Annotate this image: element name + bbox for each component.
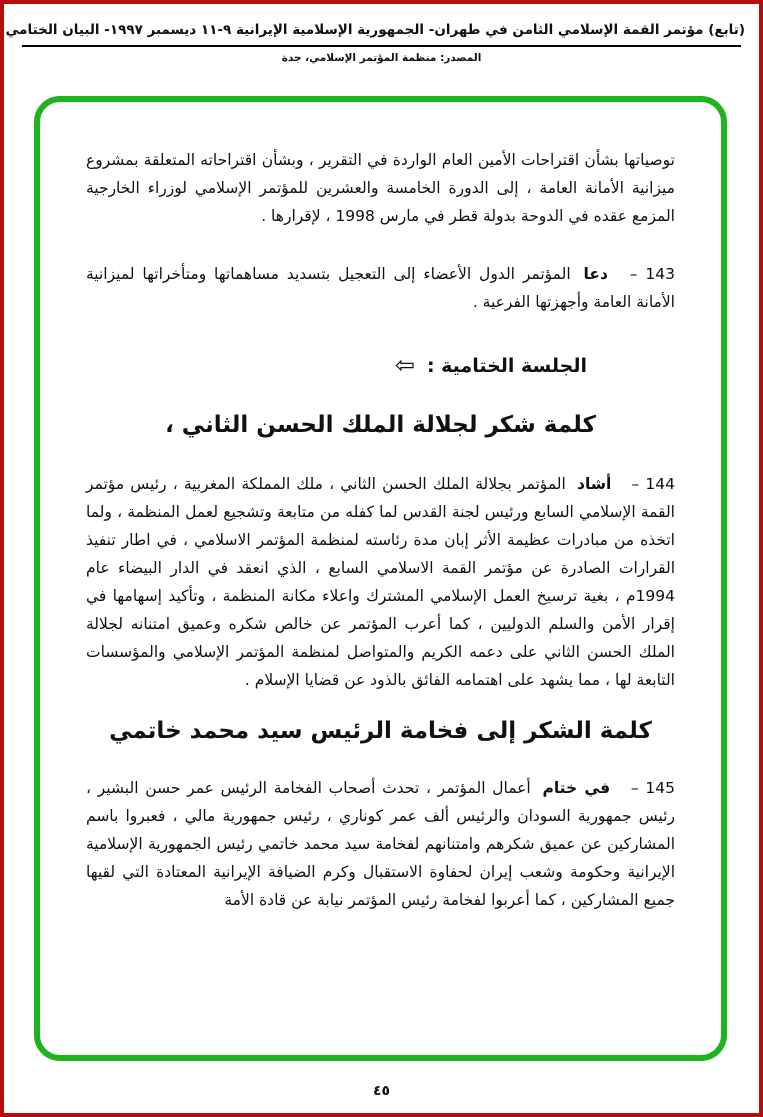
header-source: المصدر: منظمة المؤتمر الإسلامي، جدة [281,52,482,64]
item-143-number: 143 – [629,265,675,283]
paragraph-continuation: توصياتها بشأن اقتراحات الأمين العام الواردة في التقرير ، وبشأن اقتراحاته المتعلقة بمشروع ميزانية الأمانة العامة ، إلى الدورة الخامسة والعشرين للمؤتمر الإسلامي لوزراء الخارجية المزمع عقده في الدوحة بدولة قطر في مارس 1998 ، لإقرارها . [86,151,675,225]
header-divider [22,45,741,47]
item-145-number: 145 – [630,779,675,797]
content-frame [34,96,727,1061]
page-number: ٤٥ [372,1083,391,1099]
item-144-text: المؤتمر بجلالة الملك الحسن الثاني ، ملك المملكة المغربية ، رئيس مؤتمر القمة الإسلامي السابع ورئيس لجنة القدس لما كفله من متابعة وتشجيع لعمل المنظمة ، ولما اتخذه من مبادرات عظيمة الأثر إبان مدة رئاسته لمنظمة المؤتمر الاسلامي ، في اطار تنفيذ القرارات الصادرة عن مؤتمر القمة الاسلامي السابع ، الذي انعقد في الدار البيضاء عام 1994م ، بغية ترسيخ العمل الإسلامي المشترك واعلاء مكانة المنظمة ، وتأكيد إسهامها في إقرار الأمن والسلم الدوليين ، كما أعرب المؤتمر عن خالص شكره وعميق امتنانه لجلالة الملك الحسن الثاني على دعمه الكريم والمتواصل لمنظمة المؤتمر الإسلامي والمؤسسات التابعة لها ، مما يشهد على اهتمامه الفائق بالذود عن قضايا الإسلام . [86,475,675,689]
item-144-number: 144 – [631,475,676,493]
item-145-text: أعمال المؤتمر ، تحدث أصحاب الفخامة الرئيس عمر حسن البشير ، رئيس جمهورية السودان والرئيس ألف عمر كوناري ، رئيس جمهورية مالي ، فعبروا باسم المشاركين عن عميق شكرهم وامتنانهم لفخامة سيد محمد خاتمي رئيس الجمهورية الإسلامية الإيرانية وحكومة وشعب إيران لحفاوة الاستقبال وكرم الضيافة الإيرانية المعتادة التي لقيها جميع المشاركين ، كما أعربوا لفخامة رئيس المؤتمر نيابة عن قادة الأمة [86,779,675,909]
item-143 [86,260,675,316]
section-heading-closing-session [86,351,587,379]
section-heading-text: الجلسة الختامية : [426,355,587,377]
item-143-lead: دعا [583,265,608,283]
item-143-text: المؤتمر الدول الأعضاء إلى التعجيل بتسديد مساهماتها ومتأخراتها لميزانية الأمانة العامة وأجهزتها الفرعية . [86,265,675,311]
item-145 [86,774,675,914]
heading-thanks-president-khatami: كلمة الشكر إلى فخامة الرئيس سيد محمد خاتمي [109,718,652,744]
item-144-lead: أشاد [576,475,612,493]
page-header [4,4,759,64]
item-145-lead: في ختام [542,779,611,797]
heading-thanks-king-hassan: كلمة شكر لجلالة الملك الحسن الثاني ، [165,412,596,438]
header-title: (تابع) مؤتمر القمة الإسلامي الثامن في طهران- الجمهورية الإسلامية الإيرانية ٩-١١ ديسمبر ١٩٩٧- البيان الختامي [5,22,745,38]
left-arrow-icon: ⇦ [394,351,415,379]
item-144 [86,470,675,694]
